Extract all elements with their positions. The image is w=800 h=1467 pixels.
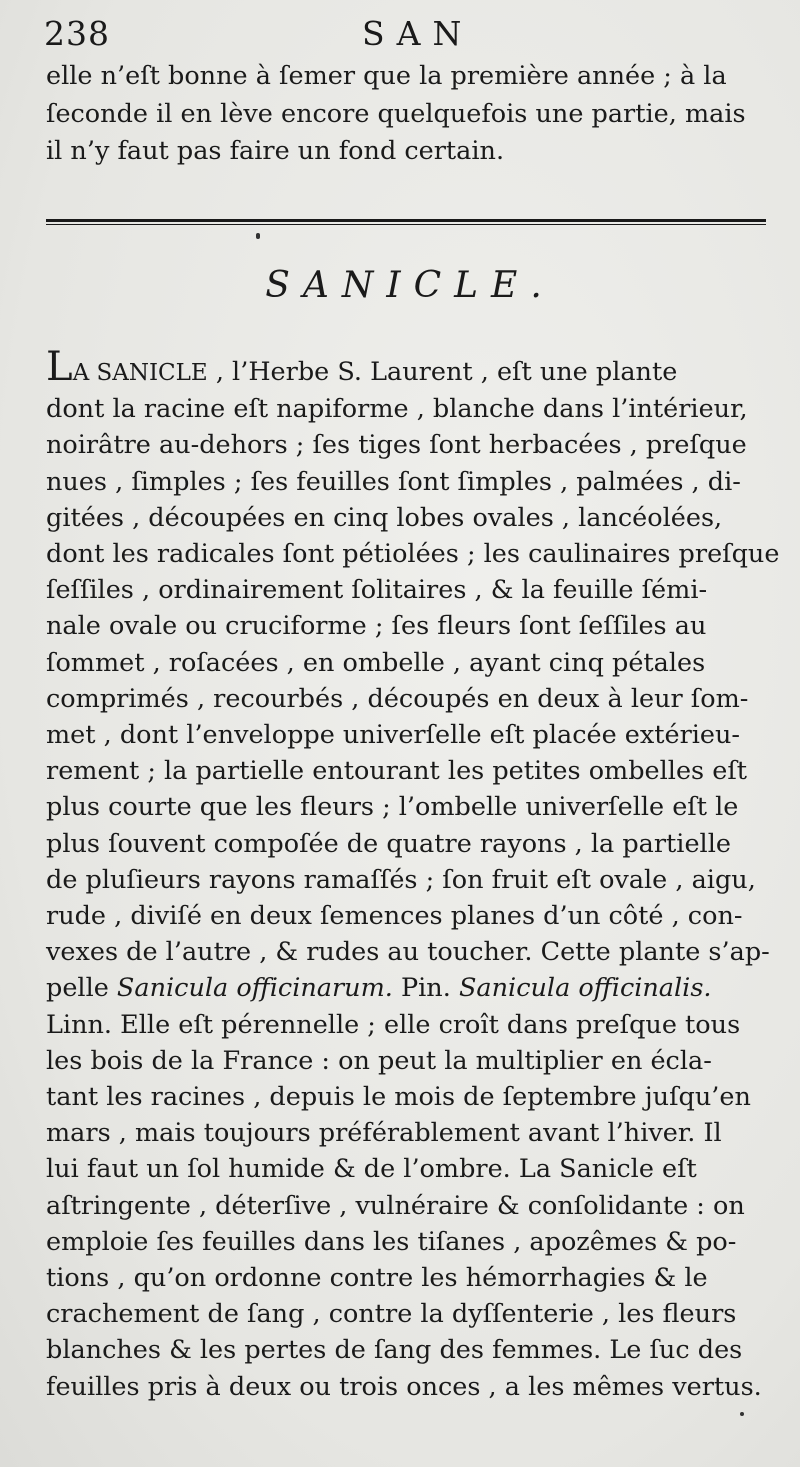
running-head: SAN: [362, 14, 474, 53]
text-line: rude , diviſé en deux ſemences planes d’un côté , con-: [46, 901, 743, 932]
text-line: aſtringente , déterſive , vulnéraire & conſolidante : on: [46, 1190, 745, 1221]
headword: A SANICLE: [72, 360, 208, 386]
text-line: ſommet , roſacées , en ombelle , ayant cinq pétales: [46, 647, 706, 678]
latin-pre: pelle: [46, 973, 117, 1004]
article-body: [46, 344, 780, 1405]
text-line: ſeſſiles , ordinairement ſolitaires , & la feuille ſémi-: [46, 575, 708, 606]
text-line: dont les radicales ſont pétiolées ; les caulinaires preſque: [46, 539, 780, 570]
opening-rest: , l’Herbe S. Laurent , eſt une plante: [215, 357, 678, 387]
page-number: 238: [44, 14, 110, 53]
drop-cap: L: [46, 344, 73, 390]
article-title: SANICLE.: [265, 265, 555, 306]
text-line: elle n’eſt bonne à ſemer que la première année ; à la: [46, 61, 727, 91]
text-line: lui faut un ſol humide & de l’ombre. La Sanicle eſt: [46, 1154, 697, 1185]
opening-line: [46, 344, 776, 391]
section-divider: [46, 219, 766, 225]
text-line: ſeconde il en lève encore quelquefois une partie, mais: [46, 98, 746, 129]
text-line: Linn. Elle eſt pérennelle ; elle croît dans preſque tous: [46, 1009, 741, 1040]
text-line: plus courte que les fleurs ; l’ombelle univerſelle eſt le: [46, 792, 739, 823]
latin-name-linnaeus: Sanicula officinalis.: [458, 973, 712, 1004]
text-line: de pluſieurs rayons ramaſſés ; ſon fruit eſt ovale , aigu,: [46, 864, 756, 895]
text-line: nale ovale ou cruciforme ; ſes fleurs ſont ſeſſiles au: [46, 611, 707, 642]
ink-dot: [740, 1412, 744, 1416]
text-line: tions , qu’on ordonne contre les hémorrhagies & le: [46, 1263, 708, 1294]
carryover-paragraph: [46, 58, 772, 171]
text-line: rement ; la partielle entourant les petites ombelles eſt: [46, 756, 748, 787]
text-line: plus ſouvent compoſée de quatre rayons , la partielle: [46, 828, 731, 859]
latin-mid: Pin.: [392, 973, 459, 1004]
text-line: dont la racine eſt napiforme , blanche dans l’intérieur,: [46, 394, 748, 425]
text-line: mars , mais toujours préférablement avant l’hiver. Il: [46, 1118, 722, 1149]
ink-speck: [256, 233, 260, 239]
text-line: il n’y faut pas faire un fond certain.: [46, 136, 505, 167]
text-line: vexes de l’autre , & rudes au toucher. Cette plante s’ap-: [46, 937, 770, 968]
text-line: feuilles pris à deux ou trois onces , a les mêmes vertus.: [46, 1371, 762, 1402]
text-line: emploie ſes feuilles dans les tiſanes , apozêmes & po-: [46, 1226, 737, 1257]
text-line: tant les racines , depuis le mois de ſeptembre juſqu’en: [46, 1082, 751, 1113]
latin-names-line: [46, 970, 776, 1006]
text-line: comprimés , recourbés , découpés en deux à leur ſom-: [46, 683, 749, 714]
text-line: gitées , découpées en cinq lobes ovales , lancéolées,: [46, 502, 723, 533]
text-line: noirâtre au-dehors ; ſes tiges ſont herbacées , preſque: [46, 430, 747, 461]
text-line: nues , ſimples ; ſes feuilles ſont ſimples , palmées , di-: [46, 466, 741, 497]
text-line: les bois de la France : on peut la multiplier en écla-: [46, 1045, 712, 1076]
page-header: [0, 14, 800, 58]
text-line: blanches & les pertes de ſang des femmes. Le ſuc des: [46, 1335, 743, 1366]
text-line: crachement de ſang , contre la dyſſenterie , les fleurs: [46, 1299, 737, 1330]
latin-name-pinax: Sanicula officinarum.: [116, 973, 393, 1004]
text-line: met , dont l’enveloppe univerſelle eſt placée extérieu-: [46, 720, 741, 751]
